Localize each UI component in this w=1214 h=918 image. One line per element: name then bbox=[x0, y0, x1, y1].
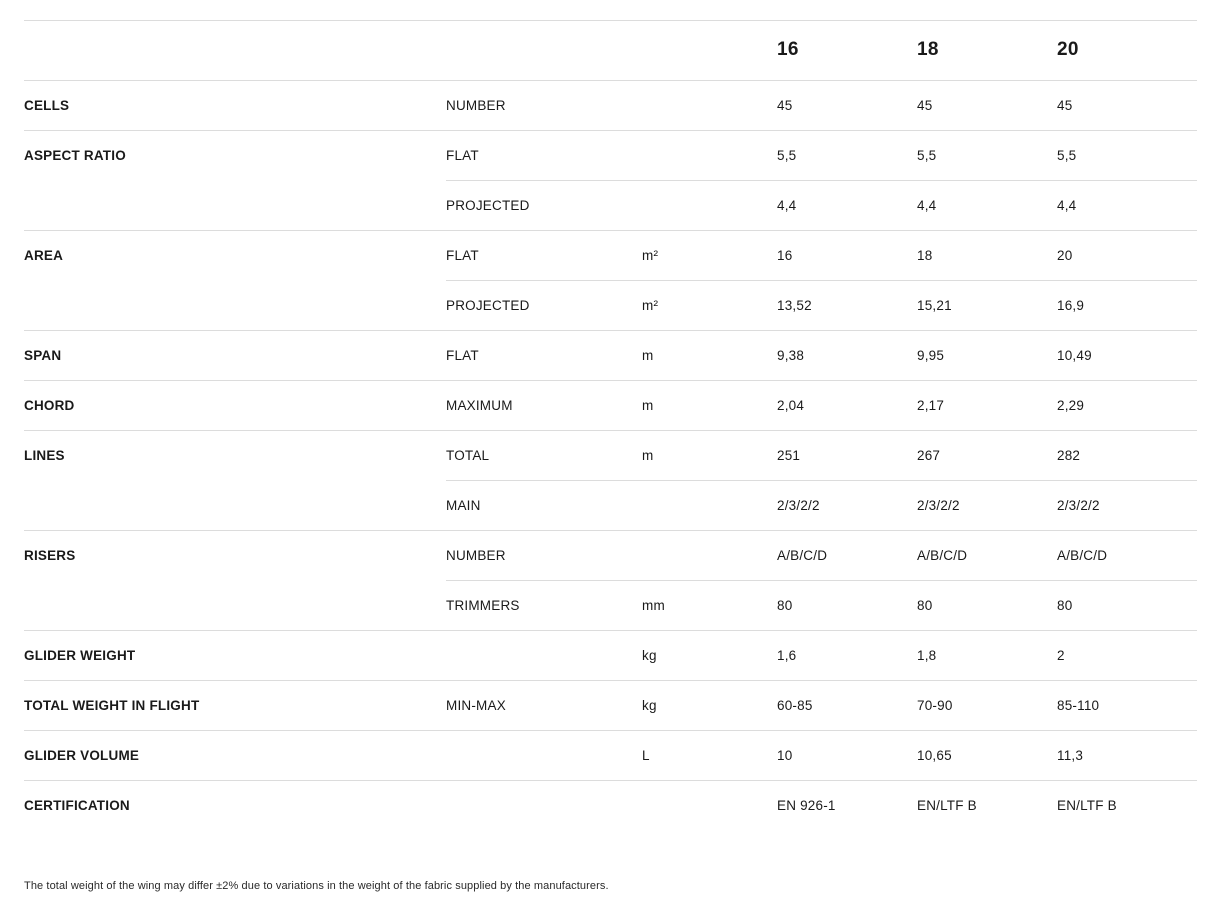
row-unit: L bbox=[642, 748, 650, 763]
value-size-18: 70-90 bbox=[917, 698, 953, 713]
row-group-label: CERTIFICATION bbox=[24, 798, 130, 813]
row-unit: m bbox=[642, 348, 654, 363]
value-size-16: EN 926-1 bbox=[777, 798, 836, 813]
value-size-16: 2/3/2/2 bbox=[777, 498, 820, 513]
value-size-18: 10,65 bbox=[917, 748, 952, 763]
value-size-18: 4,4 bbox=[917, 198, 937, 213]
row-group-label: AREA bbox=[24, 248, 64, 263]
row-label: FLAT bbox=[446, 348, 479, 363]
row-label: MIN-MAX bbox=[446, 698, 506, 713]
row-unit: mm bbox=[642, 598, 665, 613]
table-row bbox=[24, 681, 1197, 731]
row-label: PROJECTED bbox=[446, 198, 530, 213]
row-label: FLAT bbox=[446, 248, 479, 263]
spec-table bbox=[24, 20, 1197, 831]
row-unit: kg bbox=[642, 698, 657, 713]
value-size-16: A/B/C/D bbox=[777, 548, 828, 563]
table-row bbox=[24, 81, 1197, 131]
value-size-20: EN/LTF B bbox=[1057, 798, 1117, 813]
table-row bbox=[24, 581, 1197, 631]
value-size-20: 11,3 bbox=[1057, 748, 1084, 763]
value-size-18: 5,5 bbox=[917, 148, 937, 163]
table-row bbox=[24, 381, 1197, 431]
value-size-18: 2,17 bbox=[917, 398, 945, 413]
row-unit: m bbox=[642, 448, 654, 463]
row-label: TOTAL bbox=[446, 448, 490, 463]
value-size-18: 267 bbox=[917, 448, 941, 463]
value-size-20: A/B/C/D bbox=[1057, 548, 1108, 563]
value-size-20: 80 bbox=[1057, 598, 1073, 613]
value-size-20: 282 bbox=[1057, 448, 1081, 463]
value-size-16: 9,38 bbox=[777, 348, 805, 363]
value-size-16: 4,4 bbox=[777, 198, 797, 213]
value-size-18: 18 bbox=[917, 248, 933, 263]
value-size-16: 45 bbox=[777, 98, 793, 113]
table-row bbox=[24, 481, 1197, 531]
value-size-18: A/B/C/D bbox=[917, 548, 968, 563]
value-size-20: 2 bbox=[1057, 648, 1065, 663]
table-row bbox=[24, 131, 1197, 181]
table-row bbox=[24, 631, 1197, 681]
row-group-label: CHORD bbox=[24, 398, 75, 413]
value-size-20: 20 bbox=[1057, 248, 1073, 263]
value-size-16: 16 bbox=[777, 248, 793, 263]
value-size-16: 80 bbox=[777, 598, 793, 613]
table-row bbox=[24, 181, 1197, 231]
table-row bbox=[24, 281, 1197, 331]
table-row bbox=[24, 231, 1197, 281]
value-size-16: 13,52 bbox=[777, 298, 812, 313]
value-size-18: 1,8 bbox=[917, 648, 937, 663]
value-size-20: 4,4 bbox=[1057, 198, 1077, 213]
row-group-label: RISERS bbox=[24, 548, 76, 563]
size-header-16: 16 bbox=[777, 39, 799, 60]
value-size-20: 85-110 bbox=[1057, 698, 1100, 713]
table-row bbox=[24, 731, 1197, 781]
value-size-16: 60-85 bbox=[777, 698, 813, 713]
row-label: MAXIMUM bbox=[446, 398, 513, 413]
row-group-label: LINES bbox=[24, 448, 65, 463]
row-label: FLAT bbox=[446, 148, 479, 163]
row-group-label: GLIDER VOLUME bbox=[24, 748, 140, 763]
value-size-16: 5,5 bbox=[777, 148, 797, 163]
row-group-label: SPAN bbox=[24, 348, 62, 363]
row-unit: m² bbox=[642, 248, 659, 263]
size-header-20: 20 bbox=[1057, 39, 1079, 60]
row-group-label: TOTAL WEIGHT IN FLIGHT bbox=[24, 698, 200, 713]
value-size-20: 2,29 bbox=[1057, 398, 1085, 413]
row-group-label: ASPECT RATIO bbox=[24, 148, 126, 163]
size-header-18: 18 bbox=[917, 39, 939, 60]
value-size-16: 1,6 bbox=[777, 648, 797, 663]
row-label: TRIMMERS bbox=[446, 598, 520, 613]
row-group-label: GLIDER WEIGHT bbox=[24, 648, 136, 663]
value-size-20: 45 bbox=[1057, 98, 1073, 113]
value-size-20: 5,5 bbox=[1057, 148, 1077, 163]
row-label: NUMBER bbox=[446, 548, 506, 563]
value-size-16: 251 bbox=[777, 448, 801, 463]
row-group-label: CELLS bbox=[24, 98, 70, 113]
table-row bbox=[24, 781, 1197, 831]
value-size-20: 2/3/2/2 bbox=[1057, 498, 1100, 513]
value-size-20: 16,9 bbox=[1057, 298, 1085, 313]
value-size-18: 2/3/2/2 bbox=[917, 498, 960, 513]
table-row bbox=[24, 431, 1197, 481]
value-size-18: 45 bbox=[917, 98, 933, 113]
value-size-20: 10,49 bbox=[1057, 348, 1092, 363]
value-size-16: 2,04 bbox=[777, 398, 805, 413]
row-label: MAIN bbox=[446, 498, 481, 513]
row-unit: m bbox=[642, 398, 654, 413]
value-size-18: EN/LTF B bbox=[917, 798, 977, 813]
row-label: NUMBER bbox=[446, 98, 506, 113]
table-row bbox=[24, 331, 1197, 381]
row-unit: kg bbox=[642, 648, 657, 663]
footnote: The total weight of the wing may differ ±2% due to variations in the weight of the fabric supplied by the manufacturers. bbox=[24, 880, 609, 892]
value-size-16: 10 bbox=[777, 748, 793, 763]
value-size-18: 80 bbox=[917, 598, 933, 613]
value-size-18: 9,95 bbox=[917, 348, 945, 363]
spec-rows bbox=[24, 81, 1197, 831]
row-label: PROJECTED bbox=[446, 298, 530, 313]
table-row bbox=[24, 531, 1197, 581]
size-header-row bbox=[24, 20, 1197, 81]
row-unit: m² bbox=[642, 298, 659, 313]
value-size-18: 15,21 bbox=[917, 298, 952, 313]
